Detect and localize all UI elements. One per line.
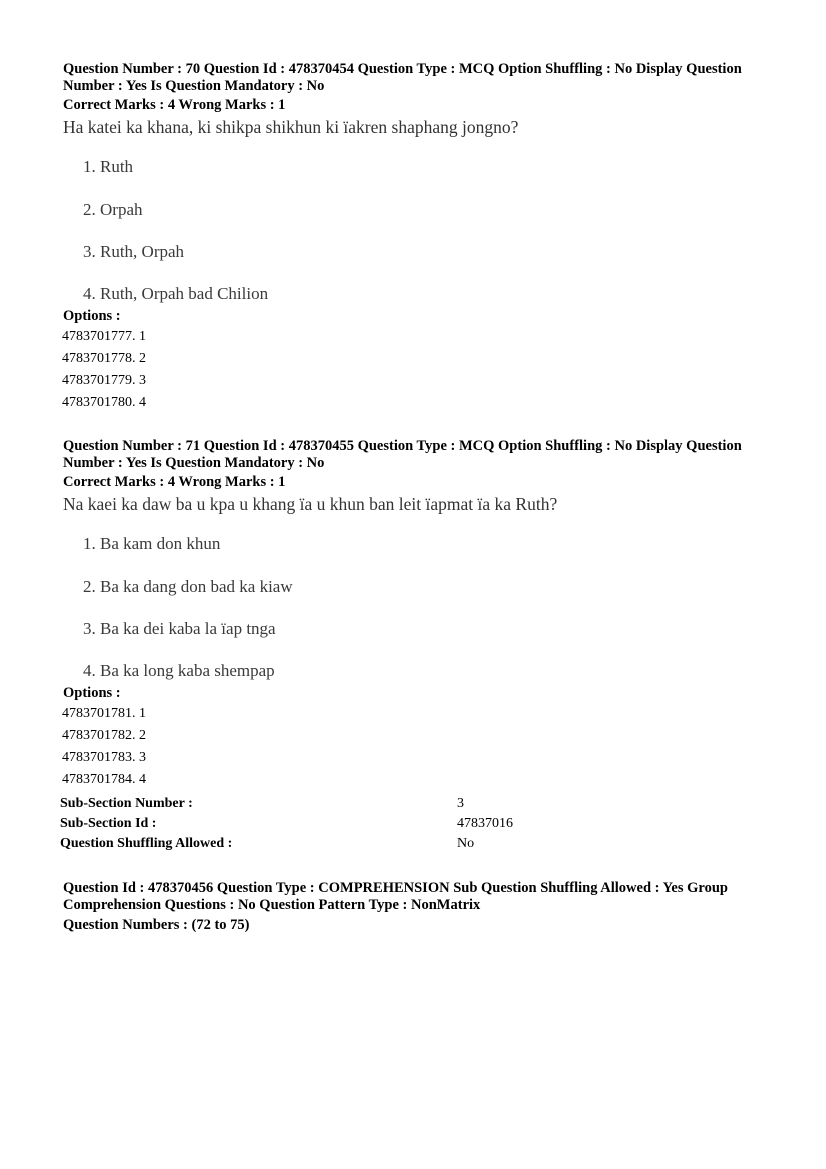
question-text: Na kaei ka daw ba u kpa u khang ïa u khun ban leit ïapmat ïa ka Ruth?: [63, 494, 558, 514]
option-id-2: 4783701778. 2: [62, 351, 146, 366]
option-id-4: 4783701784. 4: [62, 772, 146, 787]
choice-4: 4. Ruth, Orpah bad Chilion: [83, 284, 269, 303]
comprehension-meta-line-1: Question Id : 478370456 Question Type : COMPREHENSION Sub Question Shuffling Allowed : Yes Group: [63, 880, 728, 896]
option-id-2: 4783701782. 2: [62, 728, 146, 743]
comprehension-meta: [63, 880, 763, 913]
choice-1: 1. Ruth: [83, 157, 134, 176]
options-label: Options :: [63, 685, 121, 701]
option-id-4: 4783701780. 4: [62, 395, 146, 410]
options-label: Options :: [63, 308, 121, 324]
choice-4: 4. Ba ka long kaba shempap: [83, 661, 275, 680]
choice-1: 1. Ba kam don khun: [83, 534, 221, 553]
comprehension-meta-line-2: Comprehension Questions : No Question Pattern Type : NonMatrix: [63, 896, 481, 913]
question-meta-line-2: Number : Yes Is Question Mandatory : No: [63, 77, 325, 94]
subsection-number-value: 3: [457, 796, 464, 811]
question-marks: Correct Marks : 4 Wrong Marks : 1: [63, 474, 286, 490]
question-shuffling-value: No: [457, 836, 475, 851]
comprehension-question-numbers: Question Numbers : (72 to 75): [63, 917, 250, 933]
option-id-1: 4783701777. 1: [62, 329, 146, 344]
question-meta-line-2: Number : Yes Is Question Mandatory : No: [63, 454, 325, 471]
question-marks: Correct Marks : 4 Wrong Marks : 1: [63, 97, 286, 113]
option-id-3: 4783701783. 3: [62, 750, 146, 765]
question-meta: [63, 438, 763, 471]
subsection-id-label: Sub-Section Id :: [60, 816, 157, 831]
option-id-3: 4783701779. 3: [62, 373, 146, 388]
choice-2: 2. Ba ka dang don bad ka kiaw: [83, 577, 293, 596]
question-meta-line-1: Question Number : 71 Question Id : 478370455 Question Type : MCQ Option Shuffling : No Display Question: [63, 438, 742, 454]
question-meta-line-1: Question Number : 70 Question Id : 478370454 Question Type : MCQ Option Shuffling : No Display Question: [63, 61, 742, 77]
choice-3: 3. Ba ka dei kaba la ïap tnga: [83, 619, 276, 638]
choice-3: 3. Ruth, Orpah: [83, 242, 185, 261]
subsection-number-label: Sub-Section Number :: [60, 796, 193, 811]
choice-2: 2. Orpah: [83, 200, 143, 219]
question-meta: [63, 61, 763, 94]
question-text: Ha katei ka khana, ki shikpa shikhun ki ïakren shaphang jongno?: [63, 117, 519, 137]
subsection-id-value: 47837016: [457, 816, 513, 831]
question-shuffling-label: Question Shuffling Allowed :: [60, 836, 233, 851]
option-id-1: 4783701781. 1: [62, 706, 146, 721]
